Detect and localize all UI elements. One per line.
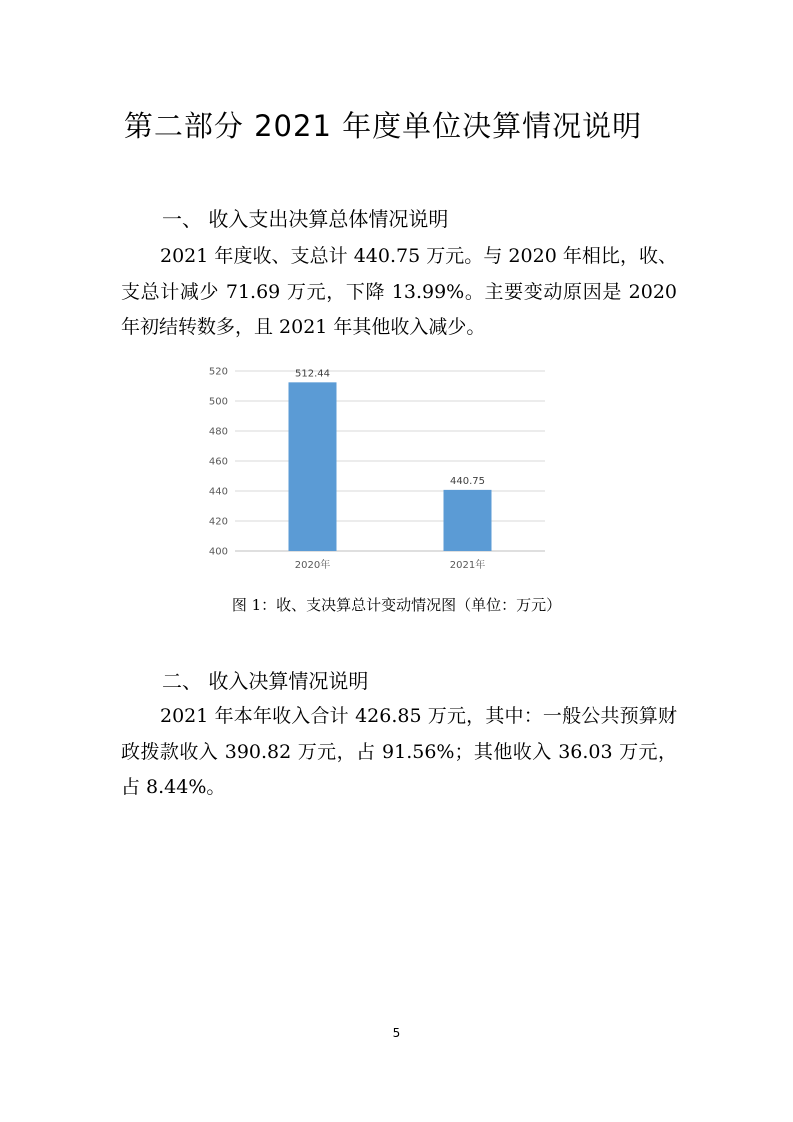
y-tick-label: 400 [208,546,228,558]
section-1-paragraph: 2021 年度收、支总计 440.75 万元。与 2020 年相比，收、支总计减少 71.69 万元，下降 13.99%。主要变动原因是 2020 年初结转数多，且 2021 年其他收入减少。 [121,245,677,338]
section-2-paragraph: 2021 年本年收入合计 426.85 万元，其中：一般公共预算财政拨款收入 390.82 万元，占 91.56%；其他收入 36.03 万元，占 8.44%。 [121,705,677,798]
section-heading-1: 一、 收入支出决算总体情况说明 [162,207,449,231]
x-tick-label: 2021年 [449,560,486,571]
y-tick-label: 520 [208,366,228,378]
chart-gridlines [235,371,545,551]
page-number: 5 [392,1026,401,1040]
chart-bars [289,382,492,551]
page-title: 第二部分 2021 年度单位决算情况说明 [123,109,643,143]
bar-data-label: 512.44 [295,368,330,380]
y-tick-label: 440 [208,486,228,498]
bar-2021年 [444,490,492,551]
section-heading-2: 二、 收入决算情况说明 [162,669,369,693]
y-tick-label: 420 [208,516,228,528]
y-tick-label: 460 [208,456,228,468]
figure-caption: 图 1：收、支决算总计变动情况图（单位：万元） [231,596,562,614]
total-change-bar-chart [200,360,560,580]
chart-y-axis [209,367,228,558]
y-tick-label: 500 [208,396,228,408]
bar-2020年 [289,382,337,551]
y-tick-label: 480 [208,426,228,438]
x-tick-label: 2020年 [294,560,331,571]
bar-data-label: 440.75 [450,475,485,487]
chart-x-axis [295,558,485,571]
